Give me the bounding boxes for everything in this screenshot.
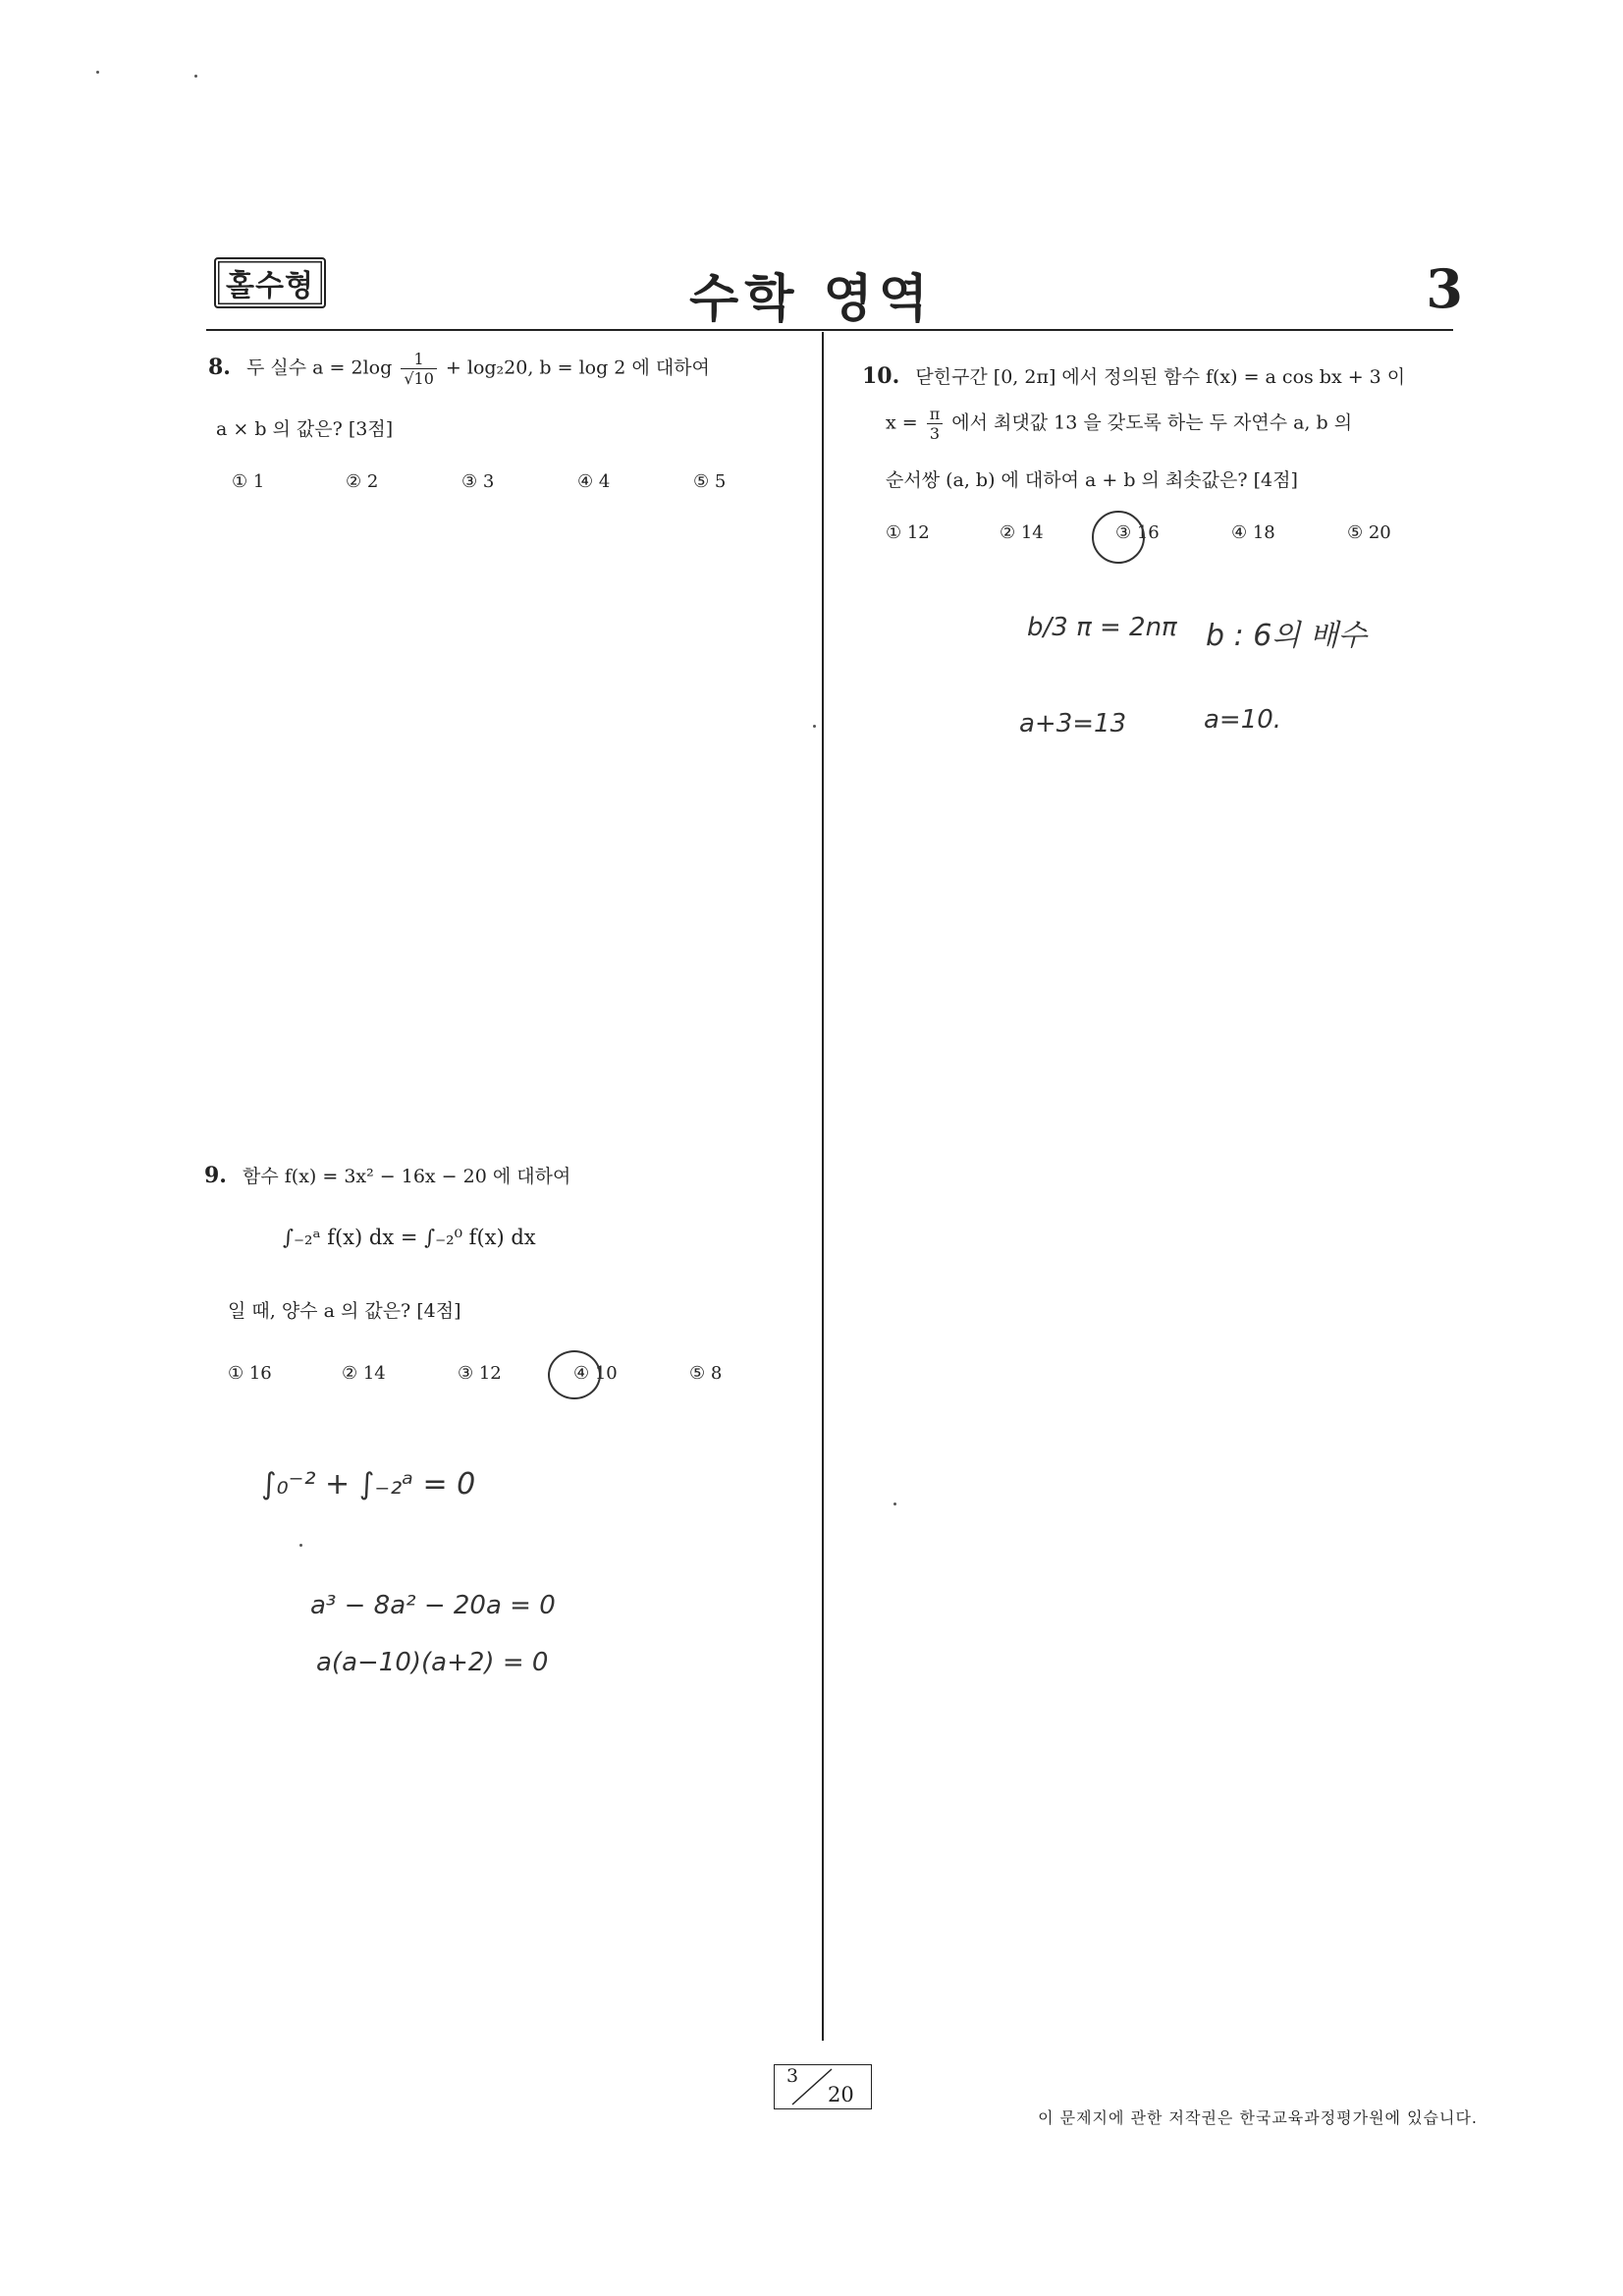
choice-1[interactable]: ① 12 (886, 522, 930, 543)
question-9-text: 함수 f(x) = 3x² − 16x − 20 에 대하여 (243, 1166, 571, 1187)
question-9-number: 9. (204, 1163, 227, 1188)
question-8-text-a: 두 실수 a = 2log (246, 356, 393, 379)
fraction-denominator: √10 (404, 369, 434, 389)
answer-circle-mark (548, 1350, 601, 1399)
question-9-stem-line1 (204, 1163, 570, 1188)
page-counter-current: 3 (786, 2065, 799, 2087)
scan-speck (194, 75, 197, 78)
question-10-stem-line3: 순서쌍 (a, b) 에 대하여 a + b 의 최솟값은? [4점] (886, 469, 1298, 491)
choice-1[interactable]: ① 16 (228, 1363, 272, 1384)
question-8-fraction (401, 350, 437, 388)
question-10-fraction (927, 405, 944, 443)
choice-5[interactable]: ⑤ 8 (689, 1363, 723, 1384)
scan-speck (893, 1503, 896, 1505)
question-10-stem-line1 (862, 363, 1405, 389)
scan-speck (813, 725, 816, 728)
answer-circle-mark (1092, 511, 1145, 564)
question-10-text-b: x = (886, 411, 918, 434)
question-10-text-c: 에서 최댓값 13 을 갖도록 하는 두 자연수 a, b 의 (951, 411, 1353, 434)
question-8-stem-line1 (208, 350, 710, 388)
question-10-number: 10. (862, 363, 900, 389)
choice-3[interactable]: ③ 12 (458, 1363, 502, 1384)
choice-2[interactable]: ② 14 (342, 1363, 386, 1384)
page-title: 수학 영역 (688, 270, 935, 329)
handwritten-note-6: a+3=13 (1019, 709, 1127, 738)
page-number: 3 (1426, 257, 1463, 320)
choice-2[interactable]: ② 14 (1000, 522, 1044, 543)
handwritten-note-7: a=10. (1204, 705, 1282, 735)
choice-5[interactable]: ⑤ 20 (1347, 522, 1391, 543)
fraction-denominator: 3 (929, 424, 941, 444)
question-8-number: 8. (208, 354, 231, 380)
choice-5[interactable]: ⑤ 5 (693, 471, 727, 492)
choice-1[interactable]: ① 1 (232, 471, 265, 492)
question-10-stem-line2 (886, 405, 1352, 443)
copyright-notice: 이 문제지에 관한 저작권은 한국교육과정평가원에 있습니다. (1038, 2108, 1478, 2127)
handwritten-note-1: ∫₀⁻² + ∫₋₂ᵃ = 0 (261, 1467, 476, 1502)
choice-3[interactable]: ③ 16 (1115, 522, 1160, 543)
question-9-equation: ∫₋₂ᵃ f(x) dx = ∫₋₂⁰ f(x) dx (283, 1226, 536, 1249)
question-8-stem-line2: a × b 의 값은? [3점] (216, 418, 394, 440)
fraction-numerator: π (927, 405, 944, 424)
choice-2[interactable]: ② 2 (346, 471, 379, 492)
handwritten-note-4: b/3 π = 2nπ (1027, 613, 1177, 642)
header-rule (206, 329, 1453, 331)
scan-speck (96, 71, 99, 74)
choice-4[interactable]: ④ 18 (1231, 522, 1275, 543)
choice-3[interactable]: ③ 3 (461, 471, 495, 492)
handwritten-note-2: a³ − 8a² − 20a = 0 (310, 1591, 556, 1620)
choice-4[interactable]: ④ 4 (577, 471, 611, 492)
page-counter-box (774, 2064, 872, 2109)
question-10-text-a: 닫힌구간 [0, 2π] 에서 정의된 함수 f(x) = a cos bx + 3 이 (915, 366, 1406, 388)
question-9-stem-line3: 일 때, 양수 a 의 값은? [4점] (228, 1300, 461, 1322)
choice-4[interactable]: ④ 10 (573, 1363, 618, 1384)
question-8-text-b: + log₂20, b = log 2 에 대하여 (445, 356, 710, 379)
page-counter-total: 20 (828, 2083, 854, 2106)
fraction-numerator: 1 (401, 350, 437, 369)
handwritten-note-5: b : 6의 배수 (1206, 619, 1367, 653)
handwritten-note-3: a(a−10)(a+2) = 0 (316, 1648, 549, 1677)
exam-type-badge: 홀수형 (214, 257, 326, 308)
column-divider (822, 332, 824, 2041)
scan-speck (299, 1544, 302, 1547)
